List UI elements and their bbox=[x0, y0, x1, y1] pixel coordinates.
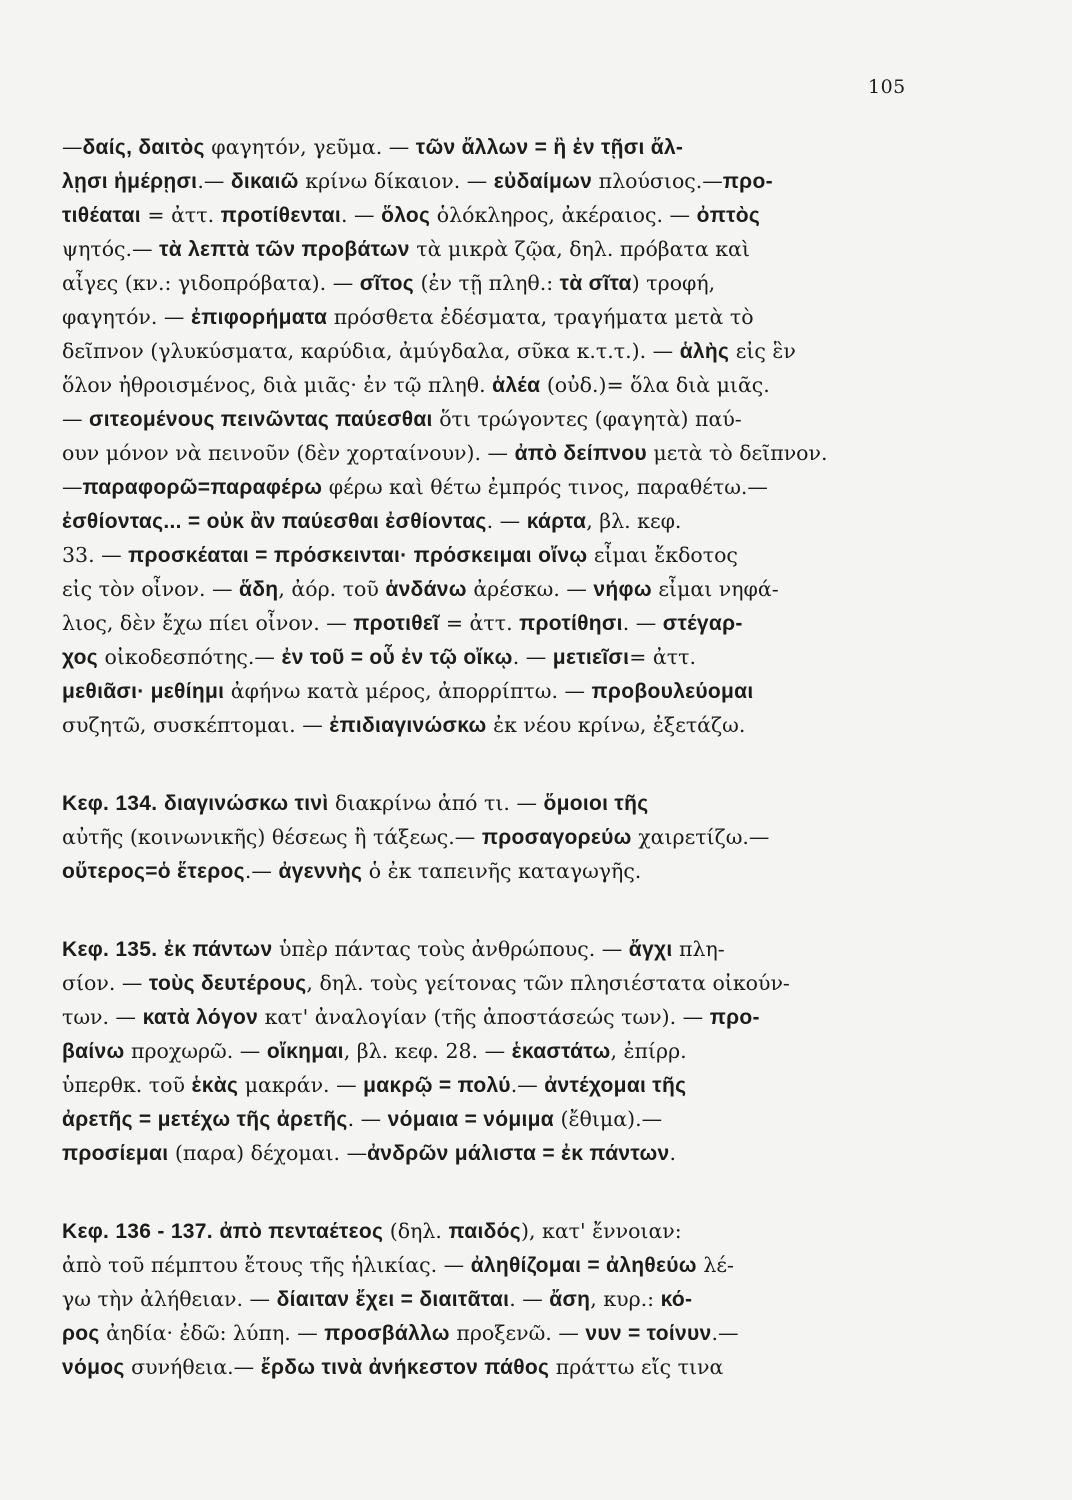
text-line bbox=[62, 1000, 902, 1034]
gloss-text: ὅλον ἠθροισμένος, διὰ μιᾶς· ἐν τῷ πληθ. bbox=[62, 373, 493, 397]
gloss-text: αὐτῆς (κοινωνικῆς) θέσεως ἢ τάξεως.— bbox=[62, 825, 482, 849]
headword: διαγινώσκω τινὶ bbox=[163, 792, 329, 815]
gloss-text: προχωρῶ. — bbox=[124, 1039, 267, 1063]
text-line bbox=[62, 470, 902, 504]
headword: ἁλέα bbox=[492, 374, 541, 397]
gloss-text: , κυρ.: bbox=[590, 1287, 661, 1311]
section-chapter-136-137 bbox=[62, 1214, 902, 1384]
headword: ὅλος bbox=[381, 204, 431, 227]
gloss-text: , βλ. κεφ. bbox=[586, 509, 682, 533]
gloss-text: ὅτι τρώγοντες (φαγητὰ) παύ- bbox=[432, 407, 742, 431]
gloss-text: πράττω εἴς τινα bbox=[549, 1355, 724, 1379]
headword: στέγαρ- bbox=[662, 612, 743, 635]
gloss-text: φέρω καὶ θέτω ἐμπρός τινος, παραθέτω.— bbox=[322, 475, 768, 499]
gloss-text: μακράν. — bbox=[238, 1073, 364, 1097]
gloss-text: προξενῶ. — bbox=[449, 1321, 586, 1345]
headword: προσίεμαι bbox=[62, 1142, 169, 1165]
headword: προτίθησι bbox=[519, 612, 623, 635]
section-chapter-135 bbox=[62, 932, 902, 1170]
headword: ἁνδάνω bbox=[385, 578, 467, 601]
text-line bbox=[62, 266, 902, 300]
headword: οὔτερος=ὁ ἕτερος bbox=[62, 860, 245, 883]
gloss-text: .— bbox=[711, 1321, 739, 1345]
gloss-text: , βλ. κεφ. 28. — bbox=[343, 1039, 512, 1063]
gloss-text: . — bbox=[622, 611, 663, 635]
headword: μακρῷ = πολύ bbox=[363, 1074, 511, 1097]
text-line bbox=[62, 932, 902, 966]
gloss-text: δεῖπνον (γλυκύσματα, καρύδια, ἀμύγδαλα, σῦκα κ.τ.τ.). — bbox=[62, 339, 680, 363]
gloss-text: .— bbox=[197, 169, 231, 193]
gloss-text: (οὐδ.)= ὅλα διὰ μιᾶς. bbox=[540, 373, 770, 397]
gloss-text: ἀρέσκω. — bbox=[466, 577, 594, 601]
headword: ἀπὸ δείπνου bbox=[514, 442, 647, 465]
headword: ἅδη bbox=[239, 578, 279, 601]
gloss-text: λιος, δὲν ἔχω πίει οἶνον. — bbox=[62, 611, 354, 635]
text-line bbox=[62, 572, 902, 606]
headword: ἑκαστάτω bbox=[511, 1040, 611, 1063]
gloss-text: πλούσιος.— bbox=[592, 169, 723, 193]
headword: ἄση bbox=[549, 1288, 591, 1311]
gloss-text: ὁλόκληρος, ἀκέραιος. — bbox=[430, 203, 697, 227]
gloss-text: . bbox=[669, 1141, 677, 1165]
gloss-text: μετὰ τὸ δεῖπνον. bbox=[646, 441, 828, 465]
headword: τοὺς δευτέρους bbox=[148, 972, 307, 995]
gloss-text: (ἐν τῇ πληθ.: bbox=[413, 271, 560, 295]
text-line bbox=[62, 1350, 902, 1384]
gloss-text: πλη- bbox=[672, 937, 725, 961]
gloss-text: , ἀόρ. τοῦ bbox=[278, 577, 386, 601]
headword: νόμαια = νόμιμα bbox=[387, 1108, 555, 1131]
headword: προσκέαται = πρόσκεινται· πρόσκειμαι οἴνῳ bbox=[128, 544, 588, 567]
headword: ἐσθίοντας... = οὐκ ἂν παύεσθαι ἐσθίοντας bbox=[62, 510, 487, 533]
text-line bbox=[62, 402, 902, 436]
headword: ἐπιφορήματα bbox=[190, 306, 328, 329]
headword: νήφω bbox=[593, 578, 652, 601]
headword: ἀληθίζομαι = ἀληθεύω bbox=[470, 1254, 697, 1277]
headword: ἀντέχομαι τῆς bbox=[544, 1074, 687, 1097]
gloss-text: ἀηδία· ἐδῶ: λύπη. — bbox=[99, 1321, 325, 1345]
gloss-text: = ἀττ. bbox=[629, 645, 696, 669]
text-line bbox=[62, 1282, 902, 1316]
gloss-text: — bbox=[62, 135, 83, 159]
gloss-text: .— bbox=[244, 859, 279, 883]
headword: προτιθεῖ bbox=[353, 612, 440, 635]
gloss-text: ὑπερθκ. τοῦ bbox=[62, 1073, 192, 1097]
headword: δικαιῶ bbox=[230, 170, 299, 193]
gloss-text: = ἀττ. bbox=[140, 203, 221, 227]
gloss-text: — bbox=[62, 475, 83, 499]
headword: ἐν τοῦ = οὗ ἐν τῷ οἴκῳ bbox=[281, 646, 513, 669]
headword: τιθέαται bbox=[62, 204, 141, 227]
headword: μετιεῖσι bbox=[552, 646, 630, 669]
text-line bbox=[62, 1214, 902, 1248]
gloss-text: ουν μόνον νὰ πεινοῦν (δὲν χορταίνουν). — bbox=[62, 441, 515, 465]
headword: ἀπὸ πενταέτεος bbox=[219, 1220, 384, 1243]
headword: νόμος bbox=[62, 1356, 125, 1379]
headword: τὰ σῖτα bbox=[559, 272, 632, 295]
page-number: 105 bbox=[868, 76, 906, 98]
text-line bbox=[62, 300, 902, 334]
text-line bbox=[62, 436, 902, 470]
gloss-text: (παρα) δέχομαι. — bbox=[168, 1141, 368, 1165]
headword: ἐκ πάντων bbox=[163, 938, 273, 961]
gloss-text: = ἀττ. bbox=[439, 611, 520, 635]
gloss-text: — bbox=[62, 407, 90, 431]
headword: ἀρετῆς = μετέχω τῆς ἀρετῆς bbox=[62, 1108, 348, 1131]
headword: κάρτα bbox=[526, 510, 587, 533]
gloss-text: χαιρετίζω.— bbox=[631, 825, 770, 849]
gloss-text: . — bbox=[341, 203, 382, 227]
gloss-text: ψητός.— bbox=[62, 237, 160, 261]
headword: οἴκημαι bbox=[266, 1040, 344, 1063]
text-line bbox=[62, 130, 902, 164]
gloss-text: των. — bbox=[62, 1005, 143, 1029]
headword: ἑκὰς bbox=[191, 1074, 239, 1097]
gloss-text: (ἔθιμα).— bbox=[554, 1107, 663, 1131]
paragraph-gap bbox=[62, 742, 902, 786]
headword: νυν = τοίνυν bbox=[585, 1322, 712, 1345]
text-line bbox=[62, 504, 902, 538]
headword: κατὰ λόγον bbox=[142, 1006, 259, 1029]
headword: σῖτος bbox=[359, 272, 414, 295]
gloss-text: . — bbox=[347, 1107, 388, 1131]
headword: σιτεομένους πεινῶντας παύεσθαι bbox=[89, 408, 433, 431]
headword: προσβάλλω bbox=[324, 1322, 450, 1345]
gloss-text: φαγητόν, γεῦμα. — bbox=[204, 135, 416, 159]
headword: ἄγχι bbox=[628, 938, 673, 961]
section-chapter-133-notes bbox=[62, 130, 902, 742]
headword: χος bbox=[62, 646, 98, 669]
headword: ὅμοιοι τῆς bbox=[543, 792, 649, 815]
text-line bbox=[62, 1316, 902, 1350]
gloss-text: εἰς τὸν οἶνον. — bbox=[62, 577, 240, 601]
glossary-text bbox=[62, 130, 902, 1384]
gloss-text: εἶμαι ἔκδοτος bbox=[587, 543, 738, 567]
gloss-text: ), κατ' ἔννοιαν: bbox=[520, 1219, 682, 1243]
text-line bbox=[62, 966, 902, 1000]
text-line bbox=[62, 198, 902, 232]
text-line bbox=[62, 1136, 902, 1170]
headword: εὐδαίμων bbox=[493, 170, 593, 193]
gloss-text: ) τροφή, bbox=[631, 271, 716, 295]
headword: προσαγορεύω bbox=[481, 826, 632, 849]
text-line bbox=[62, 640, 902, 674]
gloss-text: λέ- bbox=[696, 1253, 734, 1277]
headword: ἀγεννὴς bbox=[278, 860, 363, 883]
headword: δαίς, δαιτὸς bbox=[82, 136, 205, 159]
paragraph-gap bbox=[62, 1170, 902, 1214]
headword: προ- bbox=[722, 170, 773, 193]
headword: παιδός bbox=[448, 1220, 521, 1243]
paragraph-gap bbox=[62, 888, 902, 932]
headword: προβουλεύομαι bbox=[591, 680, 754, 703]
headword: Κεφ. 134. bbox=[62, 792, 158, 815]
headword: προ- bbox=[709, 1006, 760, 1029]
text-line bbox=[62, 538, 902, 572]
headword: προτίθενται bbox=[220, 204, 342, 227]
text-line bbox=[62, 1068, 902, 1102]
headword: τὰ λεπτὰ τῶν προβάτων bbox=[159, 238, 410, 261]
gloss-text: οἰκοδεσπότης.— bbox=[97, 645, 282, 669]
gloss-text: (δηλ. bbox=[383, 1219, 449, 1243]
gloss-text: . — bbox=[486, 509, 527, 533]
gloss-text: συζητῶ, συσκέπτομαι. — bbox=[62, 713, 330, 737]
headword: μεθιᾶσι· μεθίημι bbox=[62, 680, 225, 703]
gloss-text: ὁ ἐκ ταπεινῆς καταγωγῆς. bbox=[362, 859, 642, 883]
text-line bbox=[62, 164, 902, 198]
gloss-text: πρόσθετα ἐδέσματα, τραγήματα μετὰ τὸ bbox=[327, 305, 754, 329]
text-line bbox=[62, 786, 902, 820]
text-line bbox=[62, 1034, 902, 1068]
headword: ἐπιδιαγινώσκω bbox=[329, 714, 487, 737]
gloss-text: τὰ μικρὰ ζῷα, δηλ. πρόβατα καὶ bbox=[409, 237, 750, 261]
headword: Κεφ. 136 - 137. bbox=[62, 1220, 213, 1243]
text-line bbox=[62, 1248, 902, 1282]
gloss-text: ὑπὲρ πάντας τοὺς ἀνθρώπους. — bbox=[272, 937, 629, 961]
gloss-text: 33. — bbox=[62, 543, 129, 567]
gloss-text: ἐκ νέου κρίνω, ἐξετάζω. bbox=[486, 713, 746, 737]
gloss-text: εἶμαι νηφά- bbox=[651, 577, 779, 601]
text-line bbox=[62, 674, 902, 708]
headword: ρος bbox=[62, 1322, 100, 1345]
gloss-text: κατ' ἀναλογίαν (τῆς ἀποστάσεώς των). — bbox=[258, 1005, 710, 1029]
gloss-text: , ἐπίρρ. bbox=[610, 1039, 687, 1063]
gloss-text: .— bbox=[510, 1073, 545, 1097]
gloss-text: εἰς ἓν bbox=[729, 339, 796, 363]
text-line bbox=[62, 368, 902, 402]
headword: παραφορῶ=παραφέρω bbox=[82, 476, 323, 499]
text-line bbox=[62, 820, 902, 854]
text-line bbox=[62, 606, 902, 640]
headword: τῶν ἄλλων = ἢ ἐν τῇσι ἄλ- bbox=[415, 136, 684, 159]
gloss-text: φαγητόν. — bbox=[62, 305, 191, 329]
headword: ἁλὴς bbox=[679, 340, 730, 363]
gloss-text: , δηλ. τοὺς γείτονας τῶν πλησιέστατα οἰκούν- bbox=[306, 971, 790, 995]
gloss-text: διακρίνω ἀπό τι. — bbox=[328, 791, 544, 815]
gloss-text: . — bbox=[509, 1287, 550, 1311]
headword: ἀνδρῶν μάλιστα = ἐκ πάντων bbox=[367, 1142, 670, 1165]
gloss-text: αἶγες (κν.: γιδοπρόβατα). — bbox=[62, 271, 360, 295]
headword: λῃσι ἡμέρῃσι bbox=[62, 170, 198, 193]
text-line bbox=[62, 1102, 902, 1136]
gloss-text: ἀπὸ τοῦ πέμπτου ἔτους τῆς ἡλικίας. — bbox=[62, 1253, 471, 1277]
headword: Κεφ. 135. bbox=[62, 938, 158, 961]
gloss-text: συνήθεια.— bbox=[124, 1355, 261, 1379]
section-chapter-134 bbox=[62, 786, 902, 888]
headword: κό- bbox=[660, 1288, 693, 1311]
headword: δίαιταν ἔχει = διαιτᾶται bbox=[276, 1288, 510, 1311]
gloss-text: γω τὴν ἀλήθειαν. — bbox=[62, 1287, 277, 1311]
headword: βαίνω bbox=[62, 1040, 125, 1063]
text-line bbox=[62, 232, 902, 266]
gloss-text: ἀφήνω κατὰ μέρος, ἀπορρίπτω. — bbox=[224, 679, 592, 703]
gloss-text: . — bbox=[512, 645, 553, 669]
gloss-text: κρίνω δίκαιον. — bbox=[298, 169, 494, 193]
gloss-text: σίον. — bbox=[62, 971, 149, 995]
text-line bbox=[62, 708, 902, 742]
text-line bbox=[62, 334, 902, 368]
text-line bbox=[62, 854, 902, 888]
headword: ἔρδω τινὰ ἀνήκεστον πάθος bbox=[260, 1356, 550, 1379]
headword: ὀπτὸς bbox=[696, 204, 761, 227]
